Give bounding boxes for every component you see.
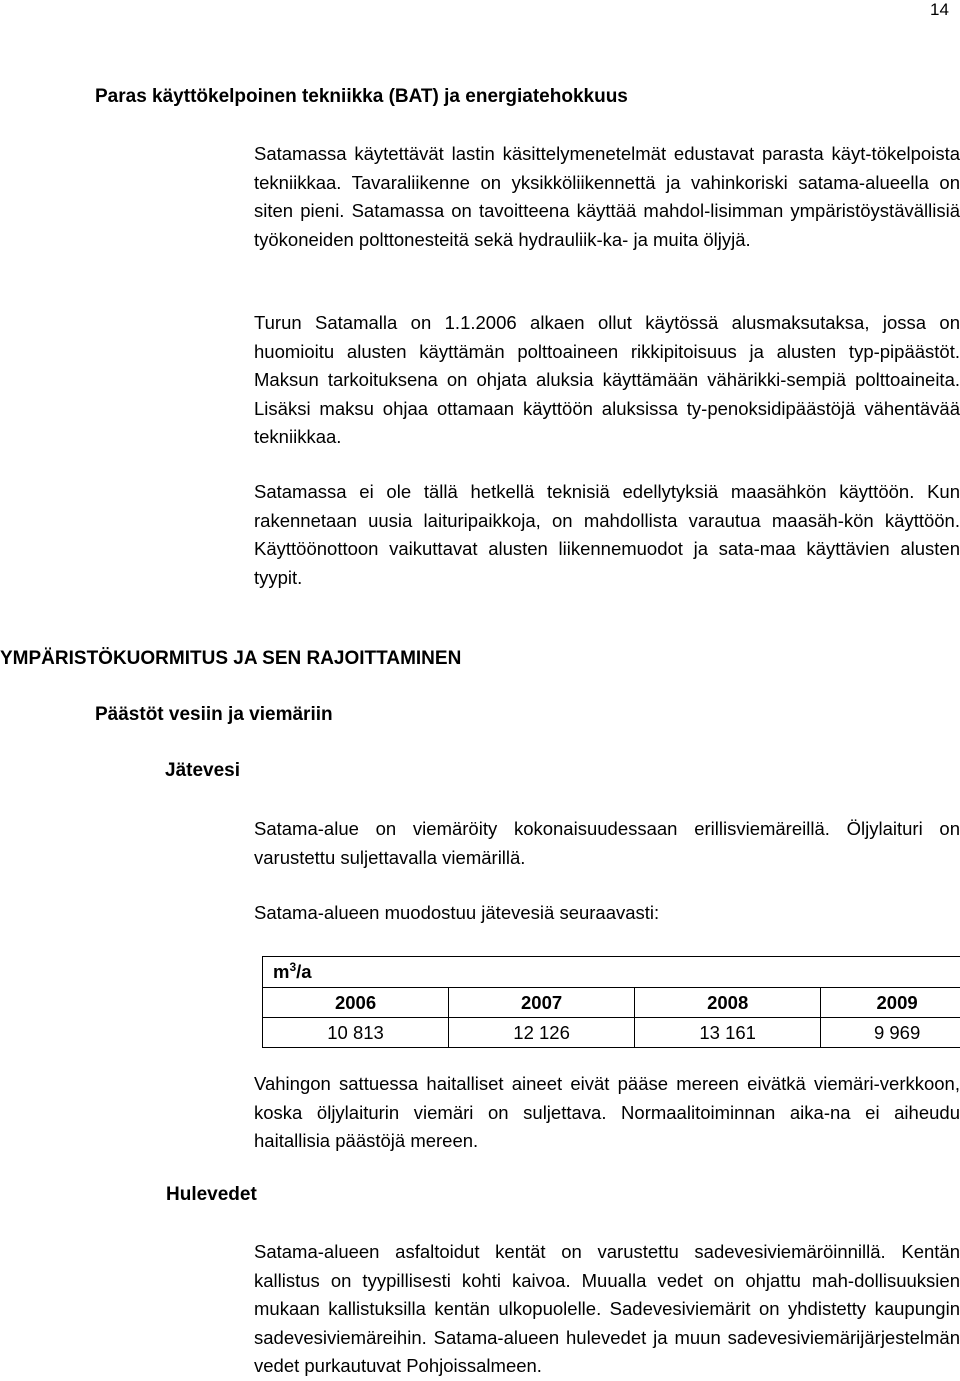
wastewater-paragraph-3: Vahingon sattuessa haitalliset aineet eivät pääse mereen eivätkä viemäri-verkkoon, koska öljylaiturin viemäri on suljettava. Normaalitoiminnan aika-na ei aiheudu haitallisia päästöjä mereen. bbox=[254, 1070, 960, 1156]
value-cell: 9 969 bbox=[821, 1018, 960, 1048]
wastewater-table bbox=[262, 956, 960, 1048]
value-cell: 10 813 bbox=[263, 1018, 449, 1048]
value-cell: 12 126 bbox=[449, 1018, 635, 1048]
stormwater-heading: Hulevedet bbox=[166, 1184, 257, 1206]
value-cell: 13 161 bbox=[635, 1018, 821, 1048]
wastewater-paragraph-1: Satama-alue on viemäröity kokonaisuudessaan erillisviemäreillä. Öljylaituri on varustettu suljettavalla viemärillä. bbox=[254, 815, 960, 872]
wastewater-heading: Jätevesi bbox=[165, 760, 240, 782]
stormwater-paragraph-1: Satama-alueen asfaltoidut kentät on varustettu sadevesiviemäröinnillä. Kentän kallistus on tyypillisesti kohti kaivoa. Muualla vedet on ohjattu mah-dollisuuksien mukaan kallistuksilla kentän ulkopuolelle. Sadevesiviemärit on yhdistetty kaupungin sadevesiviemäreihin. Satama-alueen hulevedet ja muun sadevesiviemärijärjestelmän vedet purkautuvat Pohjoissalmeen. bbox=[254, 1238, 960, 1381]
year-cell: 2008 bbox=[635, 988, 821, 1018]
bat-paragraph-1: Satamassa käytettävät lastin käsittelymenetelmät edustavat parasta käyt-tökelpoista tekniikkaa. Tavaraliikenne on yksikköliikennettä ja vahinkoriski satama-alueella on siten pieni. Satamassa on tavoitteena käyttää mahdol-lisimman ympäristöystävällisiä työkoneiden polttonesteitä sekä hydrauliik-ka- ja muita öljyjä. bbox=[254, 140, 960, 254]
table-row bbox=[263, 988, 960, 1018]
bat-paragraph-2: Turun Satamalla on 1.1.2006 alkaen ollut käytössä alusmaksutaksa, jossa on huomioitu alusten käyttämän polttoaineen rikkipitoisuus ja alusten typ-pipäästöt. Maksun tarkoituksena on ohjata aluksia käyttämään vähärikki-sempiä polttoaineita. Lisäksi maksu ohjaa ottamaan käyttöön aluksissa ty-penoksidipäästöjä vähentävää tekniikkaa. bbox=[254, 309, 960, 452]
year-cell: 2007 bbox=[449, 988, 635, 1018]
year-cell: 2009 bbox=[821, 988, 960, 1018]
wastewater-paragraph-2: Satama-alueen muodostuu jätevesiä seuraavasti: bbox=[254, 899, 960, 928]
bat-paragraph-3: Satamassa ei ole tällä hetkellä teknisiä edellytyksiä maasähkön käyttöön. Kun rakennetaan uusia laituripaikkoja, on mahdollista varautua maasäh-kön käyttöön. Käyttöönottoon vaikuttavat alusten liikennemuodot ja sata-maa käyttävien alusten tyypit. bbox=[254, 478, 960, 592]
unit-base: m bbox=[273, 962, 289, 983]
table-row bbox=[263, 1018, 960, 1048]
main-section-heading: YMPÄRISTÖKUORMITUS JA SEN RAJOITTAMINEN bbox=[0, 648, 461, 670]
emissions-subheading: Päästöt vesiin ja viemäriin bbox=[95, 704, 333, 726]
page-number: 14 bbox=[930, 0, 949, 20]
unit-suffix: /a bbox=[296, 962, 311, 983]
table-unit-cell bbox=[263, 957, 960, 988]
bat-heading: Paras käyttökelpoinen tekniikka (BAT) ja energiatehokkuus bbox=[95, 86, 628, 108]
unit-superscript: 3 bbox=[289, 960, 296, 974]
year-cell: 2006 bbox=[263, 988, 449, 1018]
